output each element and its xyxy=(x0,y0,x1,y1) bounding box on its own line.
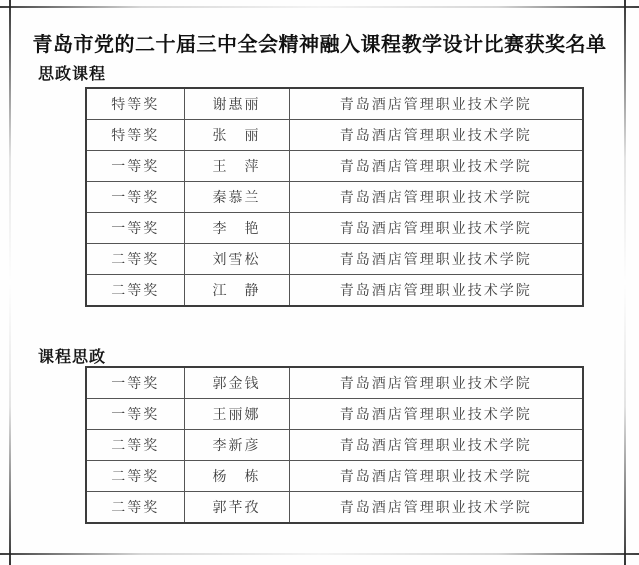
institution-cell: 青岛酒店管理职业技术学院 xyxy=(289,430,583,461)
award-cell: 二等奖 xyxy=(86,275,184,307)
frame-line-top xyxy=(0,6,639,8)
table-row xyxy=(86,120,583,151)
name-cell: 王 萍 xyxy=(184,151,289,182)
award-cell: 特等奖 xyxy=(86,88,184,120)
award-cell: 一等奖 xyxy=(86,213,184,244)
institution-cell: 青岛酒店管理职业技术学院 xyxy=(289,244,583,275)
frame-line-left xyxy=(9,0,11,565)
institution-cell: 青岛酒店管理职业技术学院 xyxy=(289,182,583,213)
institution-cell: 青岛酒店管理职业技术学院 xyxy=(289,492,583,524)
awards-table-sizheng-kecheng xyxy=(85,87,584,307)
section-heading-sizheng-kecheng: 思政课程 xyxy=(38,66,107,83)
name-cell: 杨 栋 xyxy=(184,461,289,492)
institution-cell: 青岛酒店管理职业技术学院 xyxy=(289,275,583,307)
institution-cell: 青岛酒店管理职业技术学院 xyxy=(289,120,583,151)
award-cell: 二等奖 xyxy=(86,492,184,524)
table-row xyxy=(86,244,583,275)
awards-table-kecheng-sizheng xyxy=(85,366,584,524)
name-cell: 江 静 xyxy=(184,275,289,307)
frame-line-right xyxy=(624,0,626,565)
award-cell: 二等奖 xyxy=(86,244,184,275)
award-cell: 二等奖 xyxy=(86,430,184,461)
institution-cell: 青岛酒店管理职业技术学院 xyxy=(289,151,583,182)
award-cell: 二等奖 xyxy=(86,461,184,492)
table-row xyxy=(86,151,583,182)
institution-cell: 青岛酒店管理职业技术学院 xyxy=(289,399,583,430)
section-heading-kecheng-sizheng: 课程思政 xyxy=(38,349,107,366)
table-row xyxy=(86,399,583,430)
name-cell: 李新彦 xyxy=(184,430,289,461)
institution-cell: 青岛酒店管理职业技术学院 xyxy=(289,213,583,244)
table-row xyxy=(86,430,583,461)
name-cell: 李 艳 xyxy=(184,213,289,244)
award-cell: 一等奖 xyxy=(86,151,184,182)
award-cell: 一等奖 xyxy=(86,182,184,213)
institution-cell: 青岛酒店管理职业技术学院 xyxy=(289,88,583,120)
table-row xyxy=(86,492,583,524)
name-cell: 谢惠丽 xyxy=(184,88,289,120)
name-cell: 王丽娜 xyxy=(184,399,289,430)
award-cell: 特等奖 xyxy=(86,120,184,151)
table-row xyxy=(86,461,583,492)
table-row xyxy=(86,213,583,244)
table-row xyxy=(86,182,583,213)
table-row xyxy=(86,367,583,399)
institution-cell: 青岛酒店管理职业技术学院 xyxy=(289,367,583,399)
frame-line-bottom xyxy=(0,553,639,555)
name-cell: 张 丽 xyxy=(184,120,289,151)
table-row xyxy=(86,275,583,307)
name-cell: 刘雪松 xyxy=(184,244,289,275)
name-cell: 秦慕兰 xyxy=(184,182,289,213)
name-cell: 郭芊孜 xyxy=(184,492,289,524)
page-title: 青岛市党的二十届三中全会精神融入课程教学设计比赛获奖名单 xyxy=(32,34,607,56)
table-row xyxy=(86,88,583,120)
award-cell: 一等奖 xyxy=(86,367,184,399)
name-cell: 郭金钱 xyxy=(184,367,289,399)
award-cell: 一等奖 xyxy=(86,399,184,430)
institution-cell: 青岛酒店管理职业技术学院 xyxy=(289,461,583,492)
